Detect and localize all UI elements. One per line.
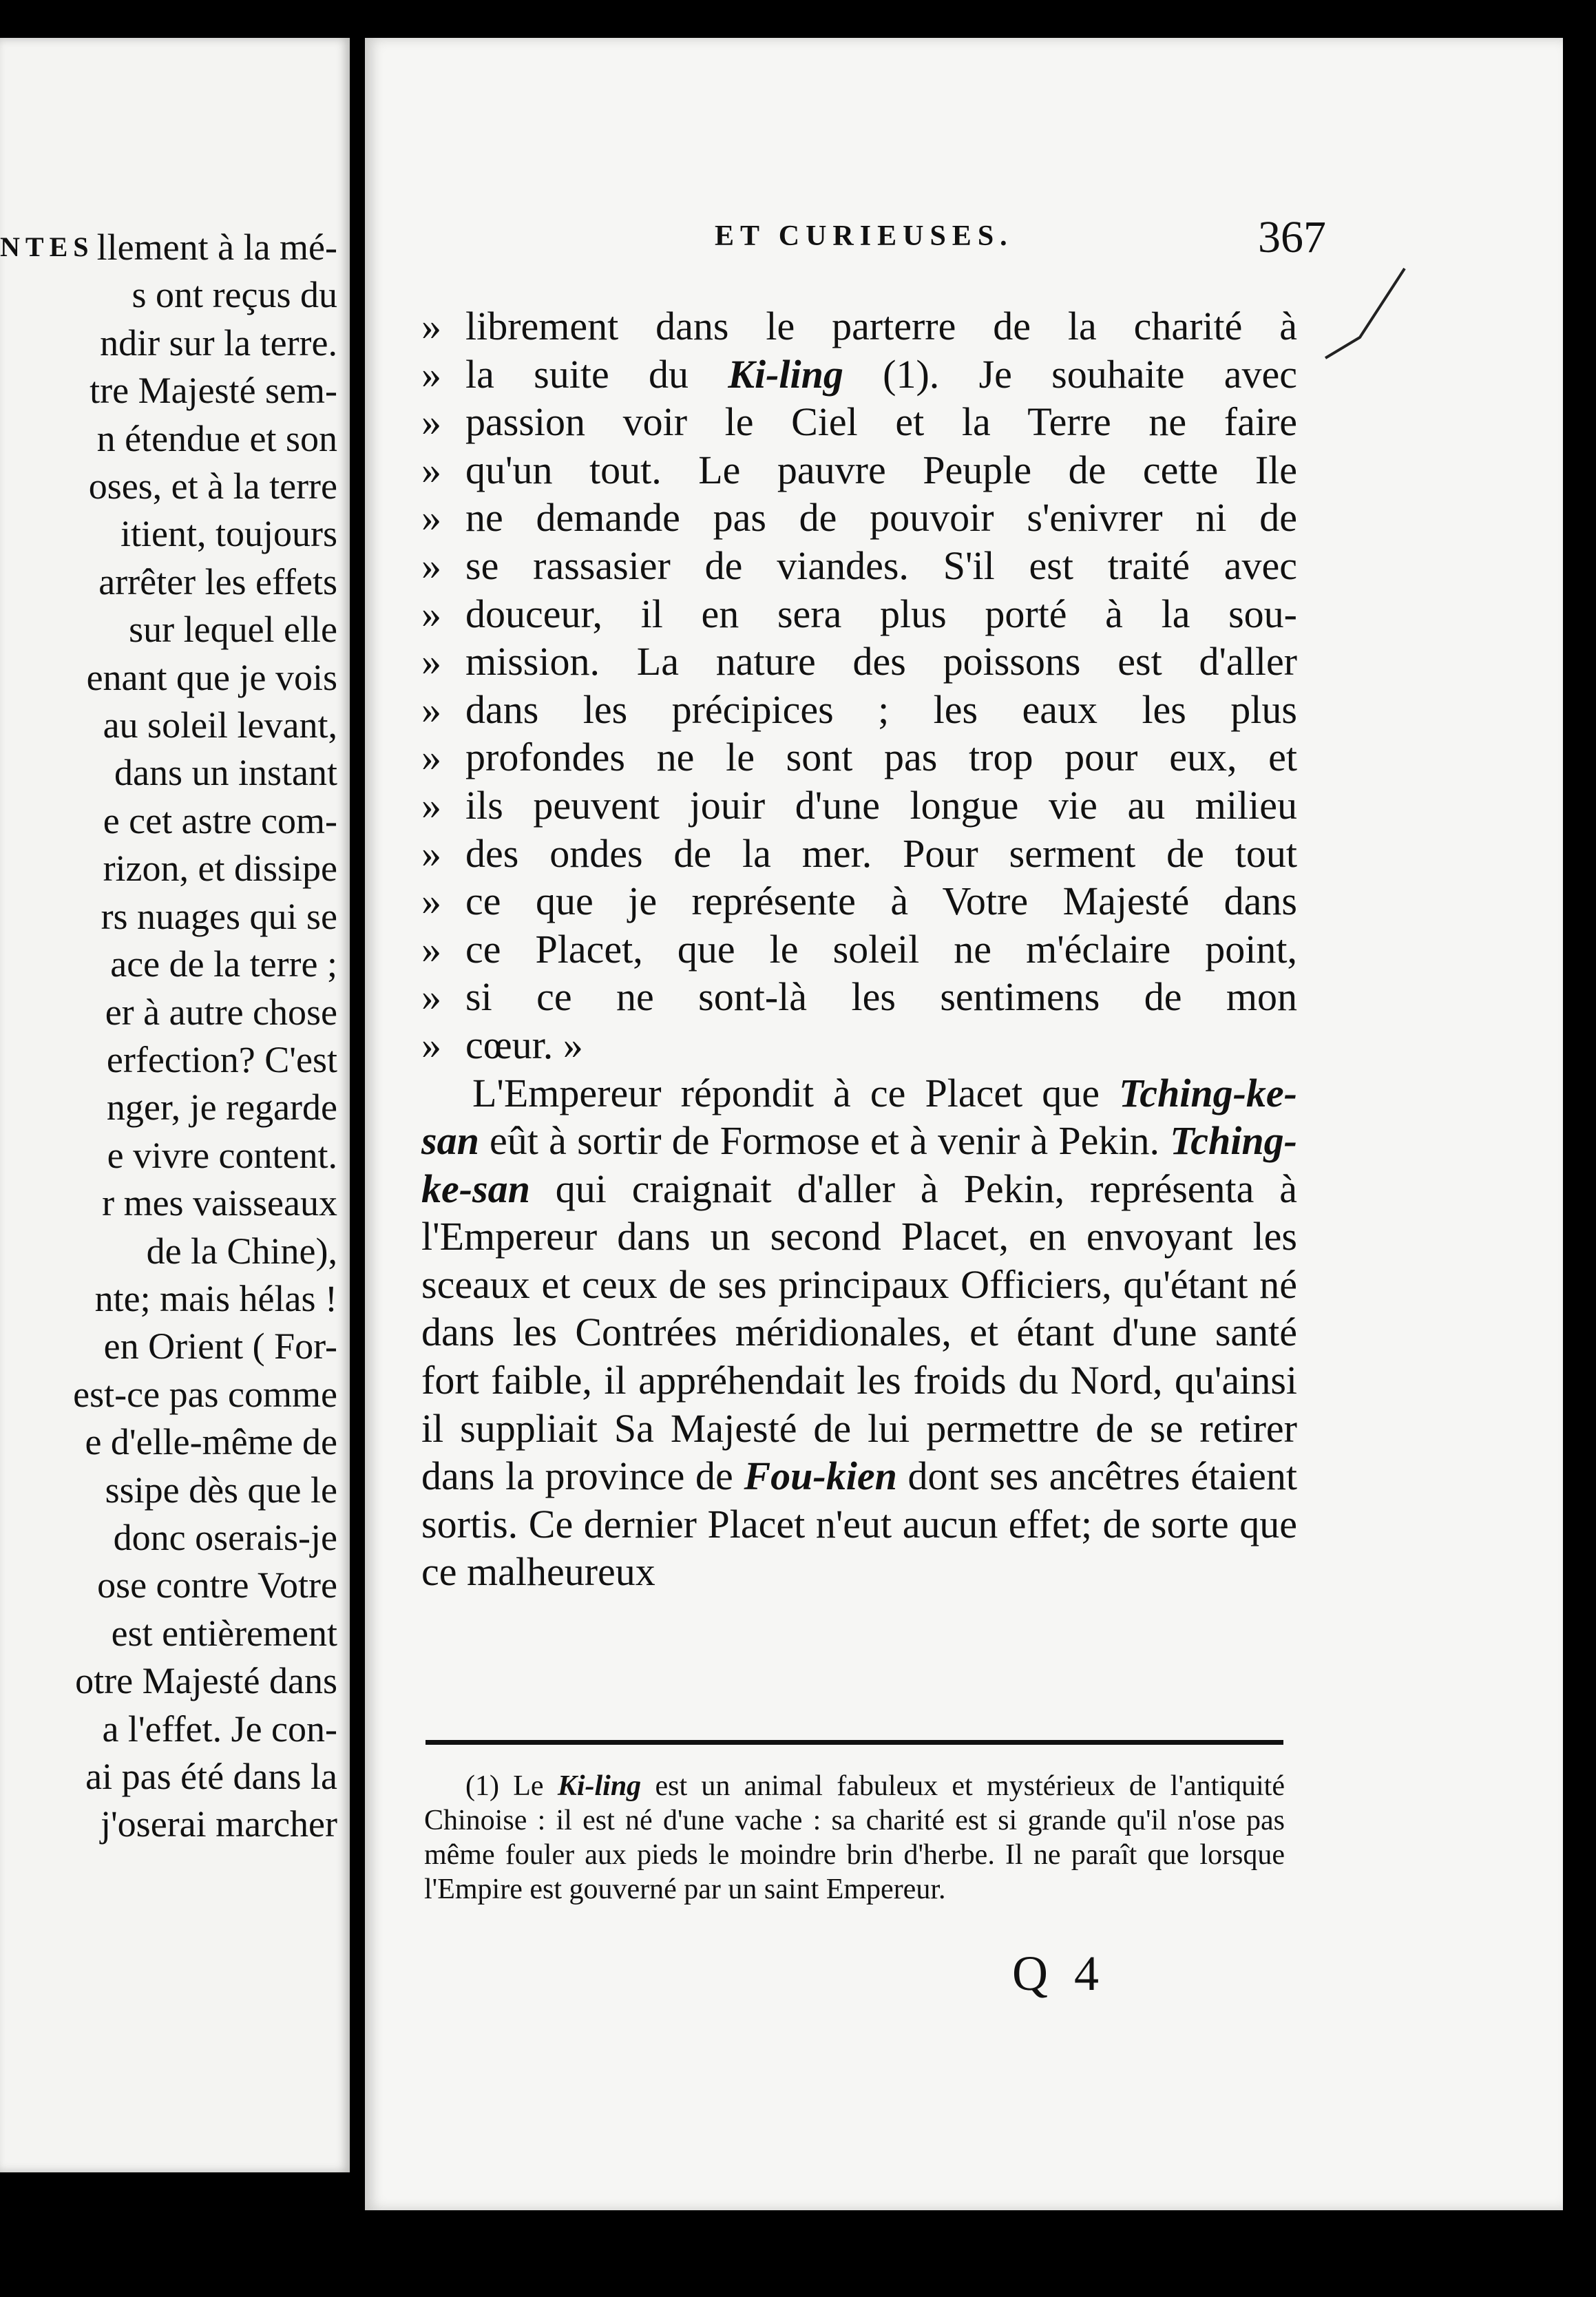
quote-line-text	[465, 494, 1297, 542]
quote-line	[421, 830, 1297, 878]
quote-line	[421, 973, 1297, 1021]
place-fou-kien: Fou-kien	[744, 1454, 897, 1499]
quote-line	[421, 1021, 1297, 1069]
left-page-line: sur lequel elle	[129, 609, 337, 651]
left-page-line: rs nuages qui se	[101, 895, 337, 937]
quote-mark: »	[421, 399, 441, 445]
quote-line-text	[465, 446, 1297, 494]
quote-mark: »	[421, 735, 441, 780]
footnote	[424, 1769, 1285, 1907]
quote-mark: »	[421, 879, 441, 924]
signature-mark: Q 4	[1012, 1946, 1106, 2001]
quote-line	[421, 877, 1297, 925]
paragraph-part-1: L'Empereur répondit à ce Placet que	[472, 1070, 1120, 1115]
quote-text: des ondes de la mer. Pour serment de tout	[465, 830, 1297, 876]
quote-line	[421, 590, 1297, 638]
quote-text: si ce ne sont-là les sentimens de mon	[465, 974, 1297, 1020]
quote-line-text	[465, 973, 1297, 1021]
paragraph-part-3: qui craignait d'aller à Pekin, représenta à l'Empereur dans un second Placet, en envoyant les sceaux et ceux de ses principaux Officiers, qu'étant né dans les Contrées méridionales, et étant d'une santé fort faible, il appréhendait les froids du Nord, qu'ainsi il suppliait Sa Majesté de lui permettre de se retirer dans la province de	[421, 1166, 1297, 1499]
quote-line	[421, 350, 1297, 399]
left-page-line: tre Majesté sem-	[90, 370, 337, 412]
quote-mark: »	[421, 639, 441, 684]
quote-line	[421, 446, 1297, 494]
left-page-line: e vivre content.	[107, 1134, 337, 1176]
quote-line	[421, 925, 1297, 974]
left-page-line: e d'elle-même de	[85, 1421, 337, 1463]
quote-text: profondes ne le sont pas trop pour eux, et	[465, 735, 1297, 780]
footnote-text: est un animal fabuleux et mystérieux de l'antiquité Chinoise : il est né d'une vache : sa charité est si grande qu'il n'ose pas même fouler aux pieds le moindre brin d'herbe. Il ne paraît que lorsque l'Empire est gouverné par un saint Empereur.	[424, 1770, 1285, 1905]
left-page-line: e cet astre com-	[103, 799, 337, 841]
quote-mark: »	[421, 686, 441, 732]
quote-mark: »	[421, 591, 441, 636]
quote-mark: »	[421, 447, 441, 492]
quote-mark: »	[421, 495, 441, 541]
left-page-line: est entièrement	[111, 1612, 337, 1654]
left-page-line: de la Chine),	[146, 1230, 337, 1272]
main-paragraph	[421, 1069, 1297, 1597]
quote-mark: »	[421, 926, 441, 972]
page-number: 367	[1258, 212, 1326, 262]
left-page-line: donc oserais-je	[113, 1516, 337, 1558]
book-gutter	[350, 0, 365, 2297]
pen-mark-icon	[1312, 265, 1408, 368]
quote-text: ils peuvent jouir d'une longue vie au milieu	[465, 782, 1297, 828]
quote-mark: »	[421, 974, 441, 1020]
quote-line	[421, 302, 1297, 350]
quote-line-text	[465, 925, 1297, 974]
footnote-marker: (1) Le	[465, 1770, 558, 1802]
left-page-line: au soleil levant,	[103, 704, 337, 746]
left-page-line: est-ce pas comme	[73, 1373, 337, 1415]
quote-line-text	[465, 398, 1297, 446]
left-page-line: s ont reçus du	[132, 274, 337, 316]
left-page-line: otre Majesté dans	[75, 1660, 337, 1702]
left-page-line: n étendue et son	[96, 417, 337, 459]
quote-line-text	[465, 686, 1297, 734]
left-page	[0, 38, 350, 2172]
left-page-line: ndir sur la terre.	[100, 322, 337, 364]
quote-line-text	[465, 638, 1297, 686]
quote-mark: »	[421, 830, 441, 876]
quote-text: douceur, il en sera plus porté à la sou-	[465, 591, 1297, 636]
left-page-line: itient, toujours	[120, 513, 337, 555]
left-page-line: ai pas été dans la	[85, 1756, 337, 1797]
quote-text: qu'un tout. Le pauvre Peuple de cette Ile	[465, 447, 1297, 492]
quote-text: cœur. »	[465, 1022, 583, 1067]
name-tching-ke-san-1: Tching-ke-san	[421, 1070, 1297, 1164]
paragraph-part-2: eût à sortir de Formose et à venir à Pekin.	[479, 1118, 1170, 1164]
left-page-line: dans un instant	[114, 752, 337, 794]
footnote-term: Ki-ling	[557, 1770, 642, 1802]
quote-text: librement dans le parterre de la charité à	[465, 304, 1297, 348]
quote-line-text	[465, 877, 1297, 925]
left-page-line: oses, et à la terre	[88, 465, 337, 507]
quote-line-text	[465, 1021, 1297, 1069]
quote-line-text	[465, 782, 1297, 830]
quote-text: passion voir le Ciel et la Terre ne faire	[465, 399, 1297, 445]
quote-line	[421, 494, 1297, 542]
left-page-line: a l'effet. Je con-	[102, 1708, 337, 1750]
quote-line-text	[465, 733, 1297, 782]
quote-line-text	[465, 830, 1297, 878]
quote-mark: »	[421, 1022, 441, 1067]
quote-line	[421, 686, 1297, 734]
quote-text: la suite du	[465, 351, 728, 397]
quote-line	[421, 638, 1297, 686]
quote-mark: »	[421, 782, 441, 828]
quote-text: se rassasier de viandes. S'il est traité avec	[465, 543, 1297, 588]
quote-line	[421, 542, 1297, 590]
quote-italic-term: Ki-ling	[728, 351, 843, 397]
left-page-line: nte; mais hélas !	[94, 1277, 337, 1319]
left-page-line: arrêter les effets	[98, 560, 337, 602]
left-page-line: ace de la terre ;	[110, 943, 337, 985]
quote-line-text	[465, 302, 1297, 350]
quote-text: ce Placet, que le soleil ne m'éclaire point,	[465, 926, 1297, 972]
quote-mark: »	[421, 304, 441, 348]
paragraph-part-4: dont ses ancêtres étaient sortis. Ce dernier Placet n'eut aucun effet; de sorte que ce malheureux	[421, 1454, 1297, 1595]
quote-mark: »	[421, 543, 441, 588]
left-page-line: j'oserai marcher	[100, 1803, 337, 1845]
running-head: ET CURIEUSES.	[715, 220, 1014, 252]
quote-text: (1). Je souhaite avec	[843, 351, 1297, 397]
left-running-head: NTES	[0, 231, 94, 262]
quote-line-text	[465, 350, 1297, 399]
left-page-line: er à autre chose	[105, 991, 337, 1033]
quote-mark: »	[421, 351, 441, 397]
quote-line-text	[465, 542, 1297, 590]
left-page-line: llement à la mé-	[96, 227, 337, 268]
quote-text: dans les précipices ; les eaux les plus	[465, 686, 1297, 732]
right-page	[365, 38, 1563, 2210]
left-page-line: ssipe dès que le	[105, 1469, 337, 1511]
body-text	[421, 302, 1297, 1596]
left-page-line: nger, je regarde	[106, 1087, 337, 1129]
quote-text: ce que je représente à Votre Majesté dans	[465, 879, 1297, 924]
quote-text: mission. La nature des poissons est d'aller	[465, 639, 1297, 684]
left-page-line: rizon, et dissipe	[103, 848, 337, 890]
left-page-line: ose contre Votre	[97, 1564, 337, 1606]
quotation-block	[421, 302, 1297, 1069]
left-page-line: r mes vaisseaux	[102, 1182, 337, 1224]
quote-line	[421, 398, 1297, 446]
page-header	[365, 211, 1326, 266]
quote-line	[421, 733, 1297, 782]
quote-line	[421, 782, 1297, 830]
quote-line-text	[465, 590, 1297, 638]
quote-text: ne demande pas de pouvoir s'enivrer ni de	[465, 495, 1297, 541]
name-tching-ke-san-2: Tching-ke-san	[421, 1118, 1297, 1211]
left-page-line: enant que je vois	[86, 656, 337, 698]
left-page-line: en Orient ( For-	[103, 1325, 337, 1367]
left-page-line: erfection? C'est	[106, 1038, 337, 1080]
left-page-text	[73, 224, 337, 1849]
footnote-rule	[426, 1740, 1283, 1745]
